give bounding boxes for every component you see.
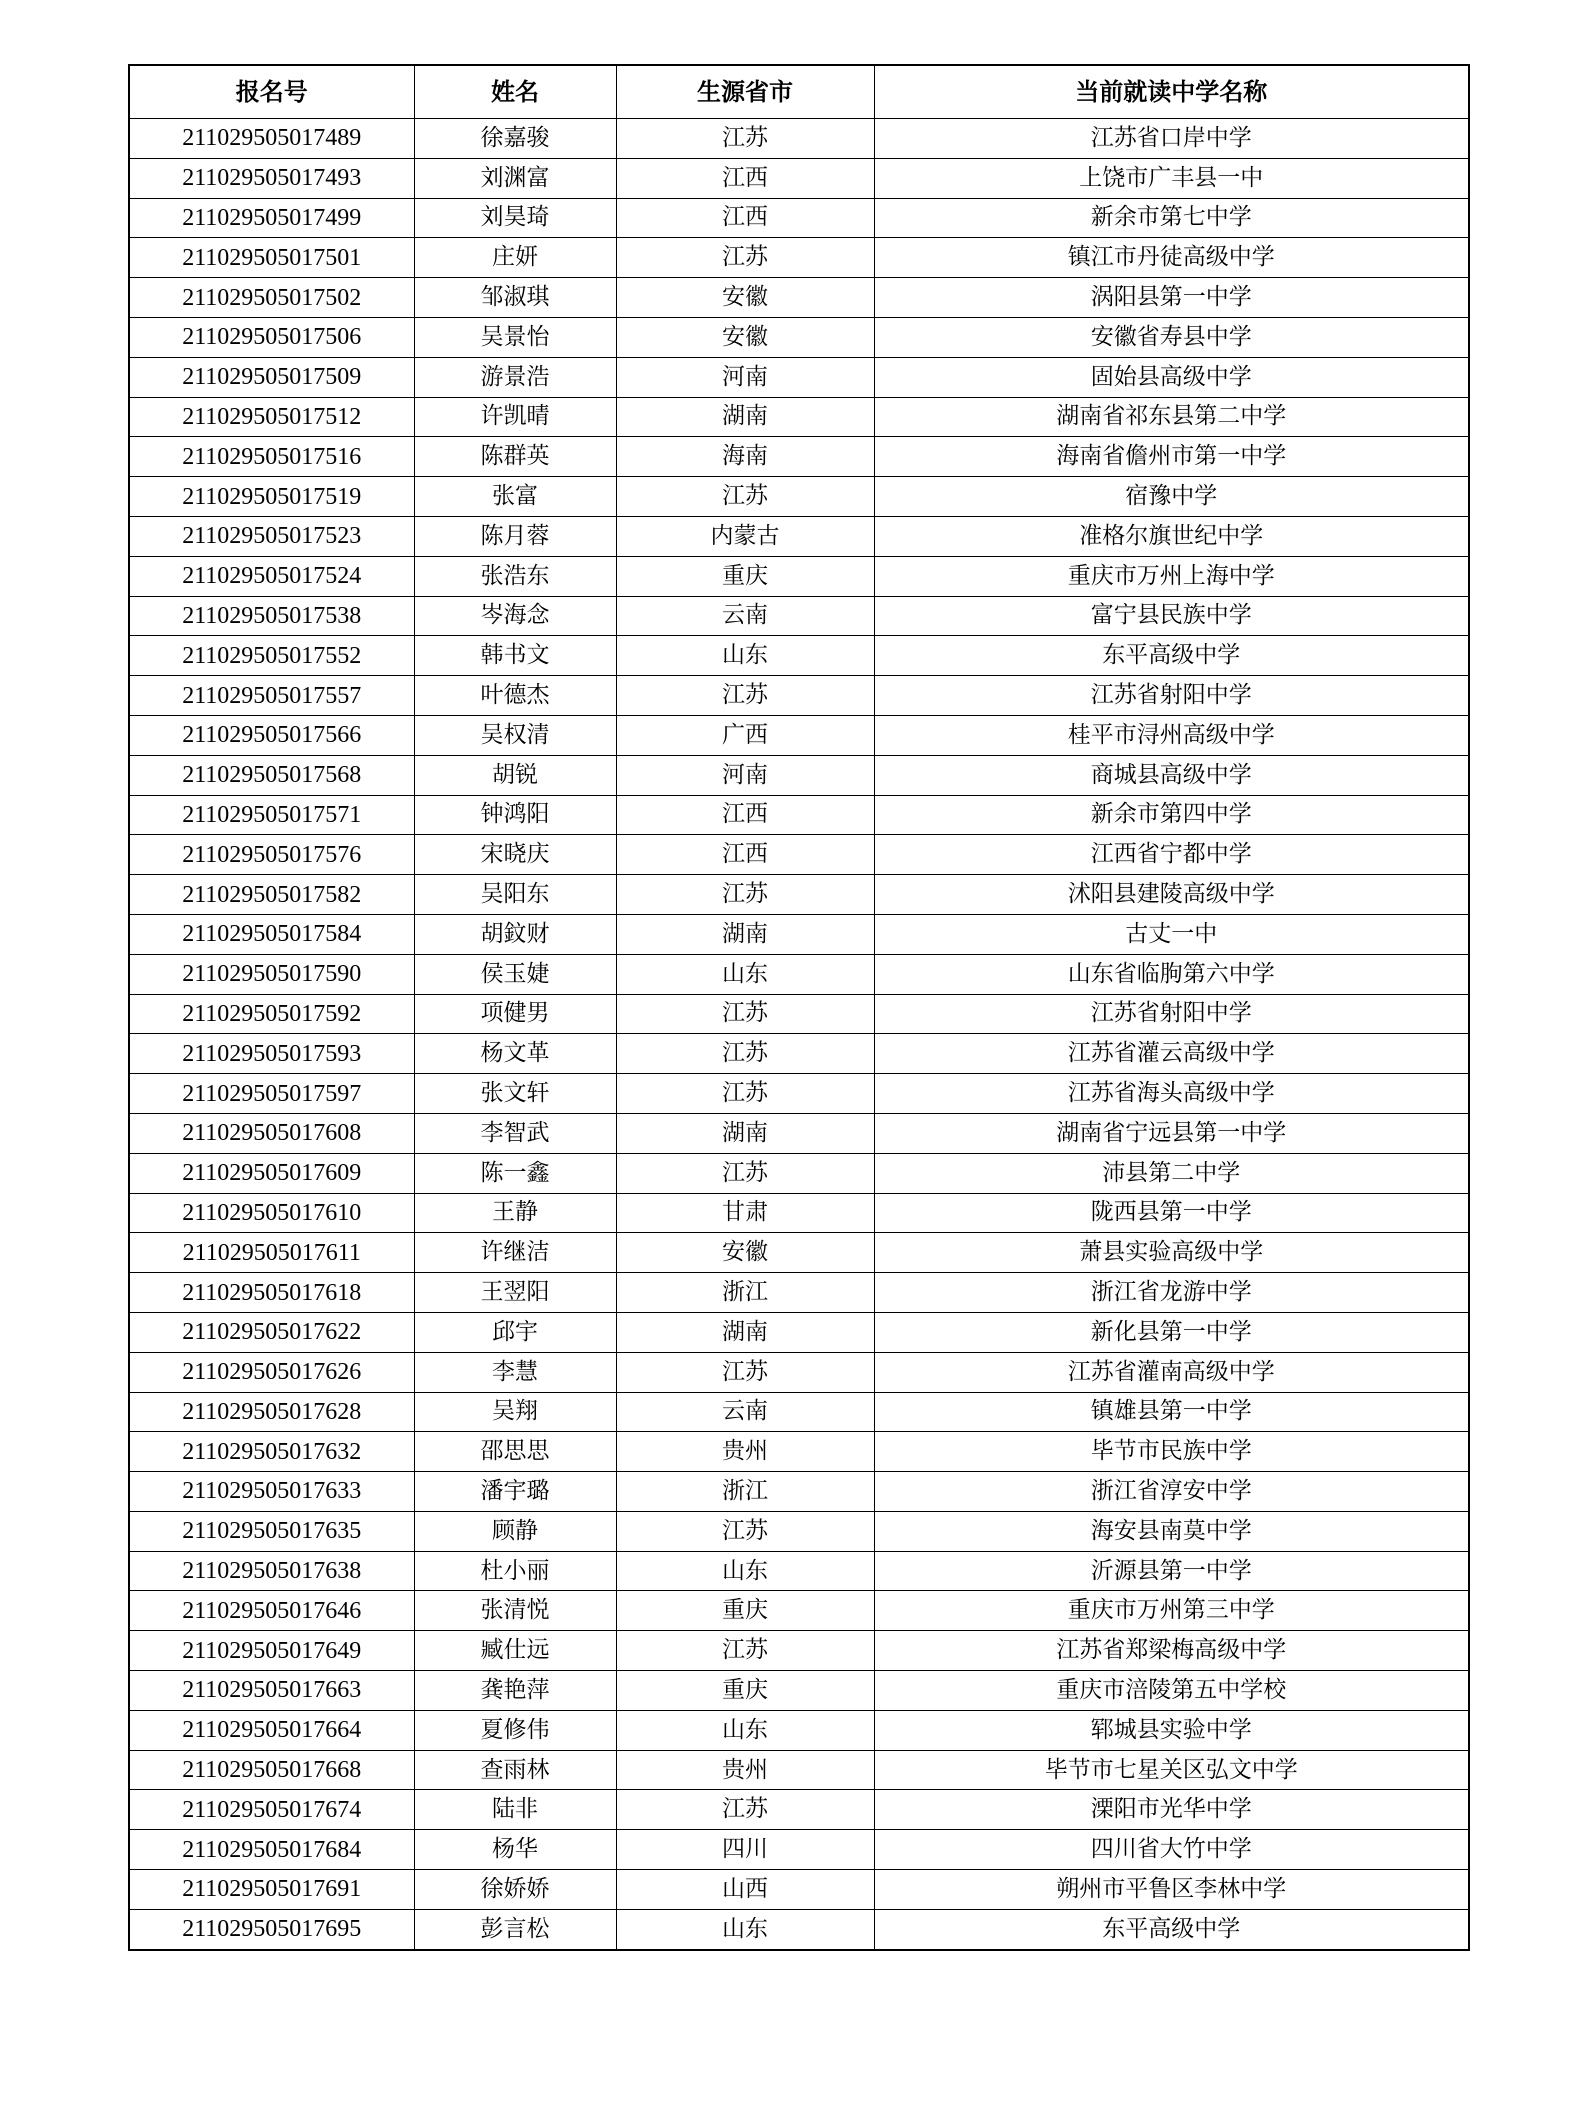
registration-number-cell: 211029505017501 — [129, 238, 414, 278]
school-name-cell: 江苏省灌南高级中学 — [874, 1352, 1469, 1392]
province-cell: 江苏 — [616, 676, 874, 716]
registration-number-cell: 211029505017649 — [129, 1631, 414, 1671]
province-cell: 山东 — [616, 636, 874, 676]
student-name-cell: 许继洁 — [414, 1233, 616, 1273]
school-name-cell: 沛县第二中学 — [874, 1153, 1469, 1193]
province-cell: 贵州 — [616, 1432, 874, 1472]
table-row — [129, 357, 1469, 397]
school-name-cell: 郓城县实验中学 — [874, 1710, 1469, 1750]
province-cell: 湖南 — [616, 1312, 874, 1352]
student-name-cell: 张文轩 — [414, 1074, 616, 1114]
table-row — [129, 1153, 1469, 1193]
province-cell: 重庆 — [616, 556, 874, 596]
student-name-cell: 邵思思 — [414, 1432, 616, 1472]
province-cell: 海南 — [616, 437, 874, 477]
table-row — [129, 1034, 1469, 1074]
registration-number-cell: 211029505017519 — [129, 477, 414, 517]
registration-number-cell: 211029505017571 — [129, 795, 414, 835]
table-body — [129, 119, 1469, 1950]
school-name-cell: 湖南省祁东县第二中学 — [874, 397, 1469, 437]
province-cell: 贵州 — [616, 1750, 874, 1790]
school-name-cell: 商城县高级中学 — [874, 755, 1469, 795]
table-row — [129, 477, 1469, 517]
province-cell: 广西 — [616, 715, 874, 755]
registration-number-cell: 211029505017593 — [129, 1034, 414, 1074]
registration-number-cell: 211029505017576 — [129, 835, 414, 875]
table-row — [129, 1591, 1469, 1631]
student-name-cell: 宋晓庆 — [414, 835, 616, 875]
table-row — [129, 1551, 1469, 1591]
registration-number-cell: 211029505017512 — [129, 397, 414, 437]
registration-number-cell: 211029505017626 — [129, 1352, 414, 1392]
registration-number-cell: 211029505017502 — [129, 278, 414, 318]
school-name-cell: 溧阳市光华中学 — [874, 1790, 1469, 1830]
registration-number-cell: 211029505017664 — [129, 1710, 414, 1750]
registration-number-cell: 211029505017538 — [129, 596, 414, 636]
table-row — [129, 875, 1469, 915]
student-name-cell: 张清悦 — [414, 1591, 616, 1631]
registration-number-cell: 211029505017557 — [129, 676, 414, 716]
registration-number-cell: 211029505017608 — [129, 1113, 414, 1153]
table-row — [129, 715, 1469, 755]
student-name-cell: 侯玉婕 — [414, 954, 616, 994]
student-name-cell: 许凯晴 — [414, 397, 616, 437]
table-row — [129, 1312, 1469, 1352]
table-row — [129, 676, 1469, 716]
province-cell: 云南 — [616, 1392, 874, 1432]
table-row — [129, 1472, 1469, 1512]
registration-number-cell: 211029505017509 — [129, 357, 414, 397]
student-name-cell: 邹淑琪 — [414, 278, 616, 318]
school-name-cell: 桂平市浔州高级中学 — [874, 715, 1469, 755]
school-name-cell: 镇江市丹徒高级中学 — [874, 238, 1469, 278]
school-name-cell: 江苏省郑梁梅高级中学 — [874, 1631, 1469, 1671]
school-name-cell: 新余市第四中学 — [874, 795, 1469, 835]
school-name-cell: 江苏省射阳中学 — [874, 676, 1469, 716]
student-name-cell: 张富 — [414, 477, 616, 517]
school-name-cell: 新化县第一中学 — [874, 1312, 1469, 1352]
school-name-cell: 江苏省射阳中学 — [874, 994, 1469, 1034]
school-name-cell: 准格尔旗世纪中学 — [874, 516, 1469, 556]
table-row — [129, 835, 1469, 875]
student-name-cell: 龚艳萍 — [414, 1671, 616, 1711]
student-name-cell: 杨文革 — [414, 1034, 616, 1074]
school-name-cell: 重庆市万州第三中学 — [874, 1591, 1469, 1631]
province-cell: 江苏 — [616, 1153, 874, 1193]
province-cell: 江苏 — [616, 238, 874, 278]
school-name-cell: 海安县南莫中学 — [874, 1511, 1469, 1551]
student-name-cell: 臧仕远 — [414, 1631, 616, 1671]
table-row — [129, 198, 1469, 238]
province-cell: 内蒙古 — [616, 516, 874, 556]
registration-number-cell: 211029505017493 — [129, 158, 414, 198]
student-name-cell: 邱宇 — [414, 1312, 616, 1352]
student-name-cell: 李慧 — [414, 1352, 616, 1392]
registration-number-cell: 211029505017568 — [129, 755, 414, 795]
registration-number-cell: 211029505017646 — [129, 1591, 414, 1631]
school-name-cell: 海南省儋州市第一中学 — [874, 437, 1469, 477]
registration-number-cell: 211029505017524 — [129, 556, 414, 596]
table-row — [129, 317, 1469, 357]
school-name-cell: 宿豫中学 — [874, 477, 1469, 517]
registration-number-cell: 211029505017633 — [129, 1472, 414, 1512]
student-name-cell: 查雨林 — [414, 1750, 616, 1790]
school-name-cell: 沂源县第一中学 — [874, 1551, 1469, 1591]
student-name-cell: 陈群英 — [414, 437, 616, 477]
header-row — [129, 65, 1469, 119]
table-row — [129, 119, 1469, 159]
table-row — [129, 636, 1469, 676]
school-name-cell: 江苏省海头高级中学 — [874, 1074, 1469, 1114]
table-row — [129, 1870, 1469, 1910]
student-name-cell: 夏修伟 — [414, 1710, 616, 1750]
table-row — [129, 1193, 1469, 1233]
table-row — [129, 1432, 1469, 1472]
table-row — [129, 1392, 1469, 1432]
province-cell: 江西 — [616, 158, 874, 198]
province-cell: 江西 — [616, 835, 874, 875]
table-row — [129, 1750, 1469, 1790]
registration-number-cell: 211029505017674 — [129, 1790, 414, 1830]
school-name-cell: 新余市第七中学 — [874, 198, 1469, 238]
student-name-cell: 游景浩 — [414, 357, 616, 397]
table-row — [129, 1113, 1469, 1153]
school-name-cell: 沭阳县建陵高级中学 — [874, 875, 1469, 915]
school-name-cell: 涡阳县第一中学 — [874, 278, 1469, 318]
province-cell: 江苏 — [616, 994, 874, 1034]
student-name-cell: 张浩东 — [414, 556, 616, 596]
student-name-cell: 陆非 — [414, 1790, 616, 1830]
table-row — [129, 556, 1469, 596]
student-name-cell: 潘宇璐 — [414, 1472, 616, 1512]
student-name-cell: 徐娇娇 — [414, 1870, 616, 1910]
registration-number-cell: 211029505017552 — [129, 636, 414, 676]
student-name-cell: 刘昊琦 — [414, 198, 616, 238]
student-name-cell: 吴翔 — [414, 1392, 616, 1432]
school-name-cell: 重庆市涪陵第五中学校 — [874, 1671, 1469, 1711]
school-name-cell: 毕节市民族中学 — [874, 1432, 1469, 1472]
table-row — [129, 755, 1469, 795]
registration-number-cell: 211029505017489 — [129, 119, 414, 159]
school-name-cell: 浙江省龙游中学 — [874, 1273, 1469, 1313]
registration-number-cell: 211029505017523 — [129, 516, 414, 556]
table-row — [129, 278, 1469, 318]
school-name-cell: 毕节市七星关区弘文中学 — [874, 1750, 1469, 1790]
registration-number-cell: 211029505017628 — [129, 1392, 414, 1432]
table-row — [129, 1273, 1469, 1313]
province-cell: 山东 — [616, 954, 874, 994]
table-row — [129, 1511, 1469, 1551]
student-name-cell: 吴阳东 — [414, 875, 616, 915]
registration-number-cell: 211029505017668 — [129, 1750, 414, 1790]
school-name-cell: 山东省临朐第六中学 — [874, 954, 1469, 994]
registration-number-cell: 211029505017597 — [129, 1074, 414, 1114]
registration-number-cell: 211029505017618 — [129, 1273, 414, 1313]
student-name-cell: 杜小丽 — [414, 1551, 616, 1591]
school-name-cell: 镇雄县第一中学 — [874, 1392, 1469, 1432]
province-cell: 河南 — [616, 357, 874, 397]
table-row — [129, 1790, 1469, 1830]
registration-number-cell: 211029505017590 — [129, 954, 414, 994]
registration-number-cell: 211029505017635 — [129, 1511, 414, 1551]
school-name-cell: 东平高级中学 — [874, 1909, 1469, 1949]
table-row — [129, 914, 1469, 954]
school-name-cell: 四川省大竹中学 — [874, 1830, 1469, 1870]
registration-number-cell: 211029505017638 — [129, 1551, 414, 1591]
province-cell: 江苏 — [616, 875, 874, 915]
province-cell: 江苏 — [616, 119, 874, 159]
student-name-cell: 胡鈫财 — [414, 914, 616, 954]
school-name-cell: 萧县实验高级中学 — [874, 1233, 1469, 1273]
province-cell: 江苏 — [616, 1034, 874, 1074]
province-cell: 江西 — [616, 198, 874, 238]
table-row — [129, 437, 1469, 477]
student-name-cell: 陈一鑫 — [414, 1153, 616, 1193]
table-row — [129, 954, 1469, 994]
header-province: 生源省市 — [616, 65, 874, 119]
province-cell: 山东 — [616, 1551, 874, 1591]
student-name-cell: 王静 — [414, 1193, 616, 1233]
registration-number-cell: 211029505017584 — [129, 914, 414, 954]
school-name-cell: 浙江省淳安中学 — [874, 1472, 1469, 1512]
student-name-cell: 韩书文 — [414, 636, 616, 676]
province-cell: 浙江 — [616, 1273, 874, 1313]
school-name-cell: 固始县高级中学 — [874, 357, 1469, 397]
province-cell: 江苏 — [616, 1631, 874, 1671]
registration-number-cell: 211029505017663 — [129, 1671, 414, 1711]
province-cell: 安徽 — [616, 1233, 874, 1273]
header-registration-number: 报名号 — [129, 65, 414, 119]
registration-number-cell: 211029505017611 — [129, 1233, 414, 1273]
table-row — [129, 1233, 1469, 1273]
school-name-cell: 上饶市广丰县一中 — [874, 158, 1469, 198]
school-name-cell: 朔州市平鲁区李林中学 — [874, 1870, 1469, 1910]
table-row — [129, 596, 1469, 636]
student-name-cell: 彭言松 — [414, 1909, 616, 1949]
table-row — [129, 795, 1469, 835]
province-cell: 浙江 — [616, 1472, 874, 1512]
student-name-cell: 徐嘉骏 — [414, 119, 616, 159]
table-row — [129, 1631, 1469, 1671]
registration-number-cell: 211029505017506 — [129, 317, 414, 357]
province-cell: 山东 — [616, 1909, 874, 1949]
registration-number-cell: 211029505017499 — [129, 198, 414, 238]
student-name-cell: 庄妍 — [414, 238, 616, 278]
table-row — [129, 238, 1469, 278]
student-name-cell: 吴景怡 — [414, 317, 616, 357]
table-header — [129, 65, 1469, 119]
province-cell: 安徽 — [616, 317, 874, 357]
table-row — [129, 1830, 1469, 1870]
admission-roster-table — [128, 64, 1470, 1951]
province-cell: 四川 — [616, 1830, 874, 1870]
table-row — [129, 397, 1469, 437]
registration-number-cell: 211029505017516 — [129, 437, 414, 477]
province-cell: 甘肃 — [616, 1193, 874, 1233]
registration-number-cell: 211029505017582 — [129, 875, 414, 915]
province-cell: 湖南 — [616, 397, 874, 437]
table-row — [129, 1671, 1469, 1711]
province-cell: 云南 — [616, 596, 874, 636]
table-row — [129, 158, 1469, 198]
table-row — [129, 1909, 1469, 1949]
province-cell: 山东 — [616, 1710, 874, 1750]
school-name-cell: 湖南省宁远县第一中学 — [874, 1113, 1469, 1153]
student-name-cell: 吴权清 — [414, 715, 616, 755]
province-cell: 江苏 — [616, 1790, 874, 1830]
table-row — [129, 516, 1469, 556]
table-row — [129, 1710, 1469, 1750]
province-cell: 江西 — [616, 795, 874, 835]
table-row — [129, 1074, 1469, 1114]
school-name-cell: 江苏省口岸中学 — [874, 119, 1469, 159]
header-school: 当前就读中学名称 — [874, 65, 1469, 119]
school-name-cell: 陇西县第一中学 — [874, 1193, 1469, 1233]
registration-number-cell: 211029505017632 — [129, 1432, 414, 1472]
table-row — [129, 994, 1469, 1034]
registration-number-cell: 211029505017622 — [129, 1312, 414, 1352]
student-name-cell: 杨华 — [414, 1830, 616, 1870]
school-name-cell: 富宁县民族中学 — [874, 596, 1469, 636]
school-name-cell: 重庆市万州上海中学 — [874, 556, 1469, 596]
school-name-cell: 江西省宁都中学 — [874, 835, 1469, 875]
province-cell: 河南 — [616, 755, 874, 795]
province-cell: 安徽 — [616, 278, 874, 318]
table-row — [129, 1352, 1469, 1392]
registration-number-cell: 211029505017610 — [129, 1193, 414, 1233]
registration-number-cell: 211029505017695 — [129, 1909, 414, 1949]
student-name-cell: 岑海念 — [414, 596, 616, 636]
province-cell: 山西 — [616, 1870, 874, 1910]
student-name-cell: 钟鸿阳 — [414, 795, 616, 835]
registration-number-cell: 211029505017691 — [129, 1870, 414, 1910]
student-name-cell: 顾静 — [414, 1511, 616, 1551]
student-name-cell: 李智武 — [414, 1113, 616, 1153]
student-name-cell: 王翌阳 — [414, 1273, 616, 1313]
province-cell: 重庆 — [616, 1671, 874, 1711]
registration-number-cell: 211029505017592 — [129, 994, 414, 1034]
school-name-cell: 安徽省寿县中学 — [874, 317, 1469, 357]
registration-number-cell: 211029505017609 — [129, 1153, 414, 1193]
province-cell: 重庆 — [616, 1591, 874, 1631]
province-cell: 江苏 — [616, 1511, 874, 1551]
student-name-cell: 刘渊富 — [414, 158, 616, 198]
province-cell: 江苏 — [616, 477, 874, 517]
registration-number-cell: 211029505017684 — [129, 1830, 414, 1870]
student-name-cell: 叶德杰 — [414, 676, 616, 716]
province-cell: 江苏 — [616, 1074, 874, 1114]
school-name-cell: 古丈一中 — [874, 914, 1469, 954]
header-name: 姓名 — [414, 65, 616, 119]
student-name-cell: 陈月蓉 — [414, 516, 616, 556]
province-cell: 湖南 — [616, 914, 874, 954]
registration-number-cell: 211029505017566 — [129, 715, 414, 755]
school-name-cell: 东平高级中学 — [874, 636, 1469, 676]
student-name-cell: 项健男 — [414, 994, 616, 1034]
student-name-cell: 胡锐 — [414, 755, 616, 795]
province-cell: 湖南 — [616, 1113, 874, 1153]
school-name-cell: 江苏省灌云高级中学 — [874, 1034, 1469, 1074]
province-cell: 江苏 — [616, 1352, 874, 1392]
